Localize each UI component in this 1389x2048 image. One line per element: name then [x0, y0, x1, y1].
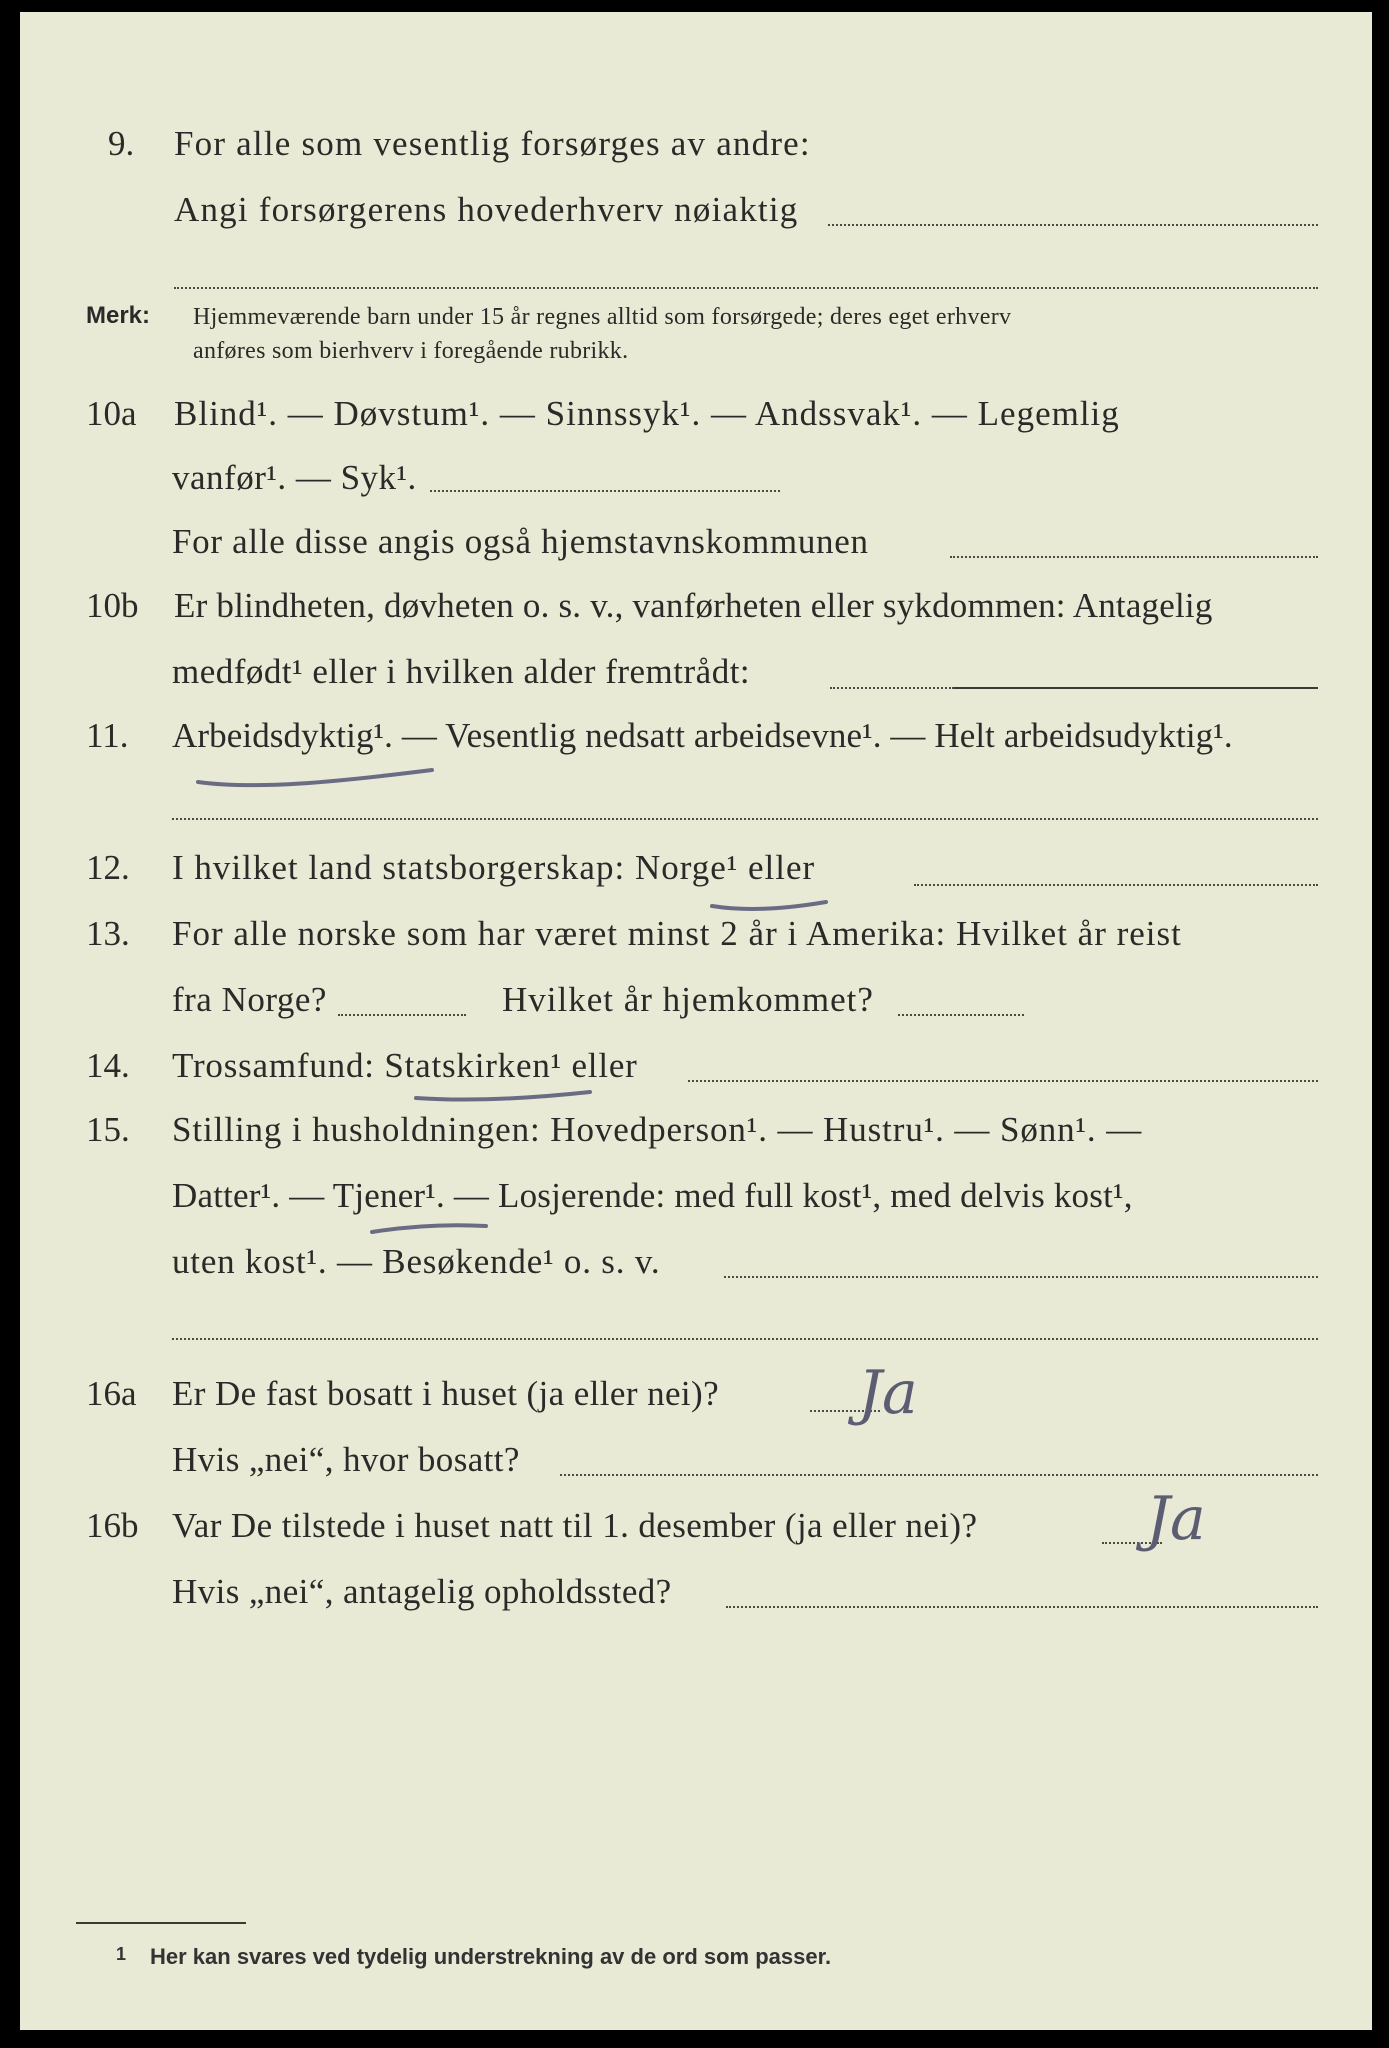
q11-handwritten-underline: [196, 764, 436, 794]
q16b-answer-line-2: [726, 1606, 1318, 1608]
q10a-syk-answer-line: [430, 490, 780, 492]
footnote-mark: 1: [116, 1944, 127, 1964]
footnote-rule: [76, 1922, 246, 1924]
q11-number: 11.: [86, 716, 129, 755]
merk-label: Merk:: [86, 302, 151, 329]
q9-answer-line-2: [174, 287, 1318, 289]
q13-reist-answer-line: [338, 1014, 466, 1016]
q15-line2: Datter¹. — Tjener¹. — Losjerende: med full kost¹, med delvis kost¹,: [172, 1176, 1133, 1215]
q12-answer-line: [914, 884, 1318, 886]
census-form-page: [20, 12, 1372, 2030]
q10b-line1: Er blindheten, døvheten o. s. v., vanførheten eller sykdommen: Antagelig: [174, 586, 1213, 625]
q16a-line2: Hvis „nei“, hvor bosatt?: [172, 1440, 520, 1479]
q13-line1: For alle norske som har været minst 2 år i Amerika: Hvilket år reist: [172, 914, 1182, 953]
q14-text: Trossamfund: Statskirken¹ eller: [172, 1046, 638, 1085]
q15-number: 15.: [86, 1110, 130, 1149]
q10a-number: 10a: [86, 394, 137, 433]
q10a-answer-line: [950, 556, 1318, 558]
q15-answer-line-2: [172, 1338, 1318, 1340]
q9-number: 9.: [108, 124, 135, 163]
q16b-handwritten-answer: Ja: [1146, 1484, 1206, 1554]
q10a-line3: For alle disse angis også hjemstavnskommunen: [172, 522, 869, 561]
q13-line2b: Hvilket år hjemkommet?: [502, 980, 874, 1019]
q9-line1: For alle som vesentlig forsørges av andre:: [174, 124, 811, 163]
q13-hjem-answer-line: [898, 1014, 1024, 1016]
q10b-line2: medfødt¹ eller i hvilken alder fremtrådt:: [172, 652, 751, 691]
q16a-number: 16a: [86, 1374, 137, 1413]
q10a-line1: Blind¹. — Døvstum¹. — Sinnssyk¹. — Andssvak¹. — Legemlig: [174, 394, 1120, 433]
q16b-line2: Hvis „nei“, antagelig opholdssted?: [172, 1572, 672, 1611]
q15-answer-line: [724, 1276, 1318, 1278]
q10b-answer-dots: [830, 687, 954, 689]
q13-number: 13.: [86, 914, 130, 953]
q11-text: Arbeidsdyktig¹. — Vesentlig nedsatt arbeidsevne¹. — Helt arbeidsudyktig¹.: [172, 716, 1233, 755]
q14-handwritten-underline: [414, 1086, 594, 1106]
q9-line2: Angi forsørgerens hovederhverv nøiaktig: [174, 190, 799, 229]
q12-handwritten-underline: [710, 896, 830, 916]
q16b-number: 16b: [86, 1506, 139, 1545]
q15-line1: Stilling i husholdningen: Hovedperson¹. — Hustru¹. — Sønn¹. —: [172, 1110, 1143, 1149]
q11-answer-line: [172, 818, 1318, 820]
q10b-number: 10b: [86, 586, 139, 625]
q10a-line2: vanfør¹. — Syk¹.: [172, 458, 417, 497]
q16a-line1: Er De fast bosatt i huset (ja eller nei)?: [172, 1374, 720, 1413]
q14-number: 14.: [86, 1046, 130, 1085]
q14-answer-line: [688, 1080, 1318, 1082]
q12-text: I hvilket land statsborgerskap: Norge¹ eller: [172, 848, 816, 887]
q15-line3: uten kost¹. — Besøkende¹ o. s. v.: [172, 1242, 661, 1281]
q10b-answer-line: [954, 687, 1318, 689]
q13-line2a: fra Norge?: [172, 980, 327, 1019]
q15-handwritten-underline: [370, 1218, 490, 1238]
q16a-bosatt-answer-line: [560, 1474, 1318, 1476]
merk-line1: Hjemmeværende barn under 15 år regnes alltid som forsørgede; deres eget erhverv: [193, 304, 1012, 330]
q16b-line1: Var De tilstede i huset natt til 1. desember (ja eller nei)?: [172, 1506, 978, 1545]
q12-number: 12.: [86, 848, 130, 887]
q9-answer-line: [828, 224, 1318, 226]
footnote-text: Her kan svares ved tydelig understrekning av de ord som passer.: [150, 1944, 832, 1969]
merk-line2: anføres som bierhverv i foregående rubrikk.: [193, 338, 629, 364]
q16a-handwritten-answer: Ja: [858, 1358, 918, 1428]
